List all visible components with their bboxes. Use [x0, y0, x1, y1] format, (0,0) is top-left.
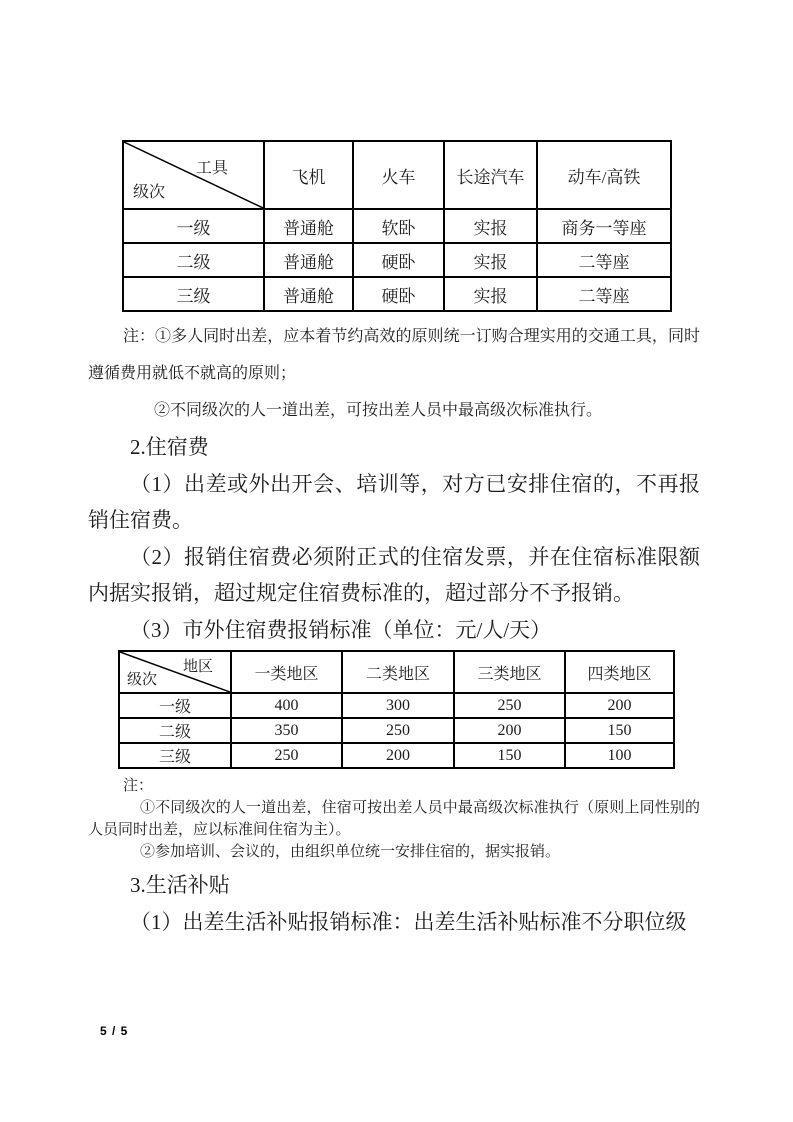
table-header-row [123, 141, 671, 209]
page-number: 5 / 5 [100, 1024, 129, 1038]
table-cell: 250 [231, 743, 342, 768]
body-paragraph: （3）市外住宿费报销标准（单位：元/人/天） [130, 617, 552, 642]
note-paragraph: ②不同级次的人一道出差，可按出差人员中最高级次标准执行。 [154, 402, 603, 419]
table-cell: 100 [565, 743, 674, 768]
note-label: 注： [123, 778, 154, 794]
table-cell: 普通舱 [264, 209, 353, 243]
note-paragraph: ②参加培训、会议的，由组织单位统一安排住宿的，据实报销。 [140, 844, 561, 860]
table-cell: 200 [454, 718, 565, 743]
note-paragraph: 注：①多人同时出差，应本着节约高效的原则统一订购合理实用的交通工具，同时遵循费用就低不就高的原则； [88, 328, 700, 382]
row-header: 三级 [119, 743, 231, 768]
corner-label-level: 级次 [127, 672, 158, 688]
table-row [119, 743, 674, 768]
transport-corner-cell [123, 141, 264, 209]
row-header: 二级 [123, 243, 264, 277]
column-header: 长途汽车 [444, 141, 537, 209]
column-header: 一类地区 [231, 651, 342, 693]
note-paragraph: ①不同级次的人一道出差，住宿可按出差人员中最高级次标准执行（原则上同性别的人员同时出差，应以标准间住宿为主）。 [88, 800, 700, 838]
lodging-corner-cell [119, 651, 231, 693]
table-row [123, 209, 671, 243]
table-cell: 250 [342, 718, 454, 743]
body-paragraph: （1）出差生活补贴报销标准：出差生活补贴标准不分职位级 [130, 910, 687, 934]
column-header: 四类地区 [565, 651, 674, 693]
column-header: 二类地区 [342, 651, 454, 693]
table-cell: 实报 [444, 209, 537, 243]
column-header: 火车 [353, 141, 444, 209]
section-lodging [88, 429, 700, 648]
table-cell: 软卧 [353, 209, 444, 243]
section-heading: 3.生活补贴 [130, 873, 230, 897]
column-header: 三类地区 [454, 651, 565, 693]
row-header: 一级 [119, 693, 231, 718]
column-header: 动车/高铁 [537, 141, 671, 209]
table-row [123, 243, 671, 277]
lodging-notes [88, 775, 700, 863]
table-row [119, 693, 674, 718]
table-cell: 硬卧 [353, 277, 444, 311]
transport-notes [88, 318, 700, 429]
corner-label-region: 地区 [182, 659, 213, 675]
table-cell: 二等座 [537, 277, 671, 311]
table-cell: 二等座 [537, 243, 671, 277]
body-paragraph: （1）出差或外出开会、培训等，对方已安排住宿的，不再报销住宿费。 [88, 471, 700, 532]
document-content [88, 0, 700, 941]
row-header: 三级 [123, 277, 264, 311]
lodging-standards-table [118, 650, 675, 769]
table-cell: 200 [342, 743, 454, 768]
corner-label-level: 级次 [133, 184, 166, 201]
table-cell: 实报 [444, 243, 537, 277]
body-paragraph: （2）报销住宿费必须附正式的住宿发票，并在住宿标准限额内据实报销，超过规定住宿费标准的，超过部分不予报销。 [88, 544, 700, 605]
table-row [123, 277, 671, 311]
table-cell: 普通舱 [264, 243, 353, 277]
table-cell: 实报 [444, 277, 537, 311]
table-cell: 150 [565, 718, 674, 743]
table-cell: 350 [231, 718, 342, 743]
corner-label-tool: 工具 [195, 160, 228, 177]
table-cell: 200 [565, 693, 674, 718]
table-cell: 300 [342, 693, 454, 718]
transport-standards-table [122, 140, 672, 312]
table-cell: 商务一等座 [537, 209, 671, 243]
section-heading: 2.住宿费 [130, 435, 209, 459]
table-cell: 普通舱 [264, 277, 353, 311]
column-header: 飞机 [264, 141, 353, 209]
section-allowance [88, 867, 700, 941]
table-cell: 400 [231, 693, 342, 718]
table-header-row [119, 651, 674, 693]
row-header: 二级 [119, 718, 231, 743]
table-cell: 硬卧 [353, 243, 444, 277]
table-row [119, 718, 674, 743]
table-cell: 250 [454, 693, 565, 718]
row-header: 一级 [123, 209, 264, 243]
table-cell: 150 [454, 743, 565, 768]
